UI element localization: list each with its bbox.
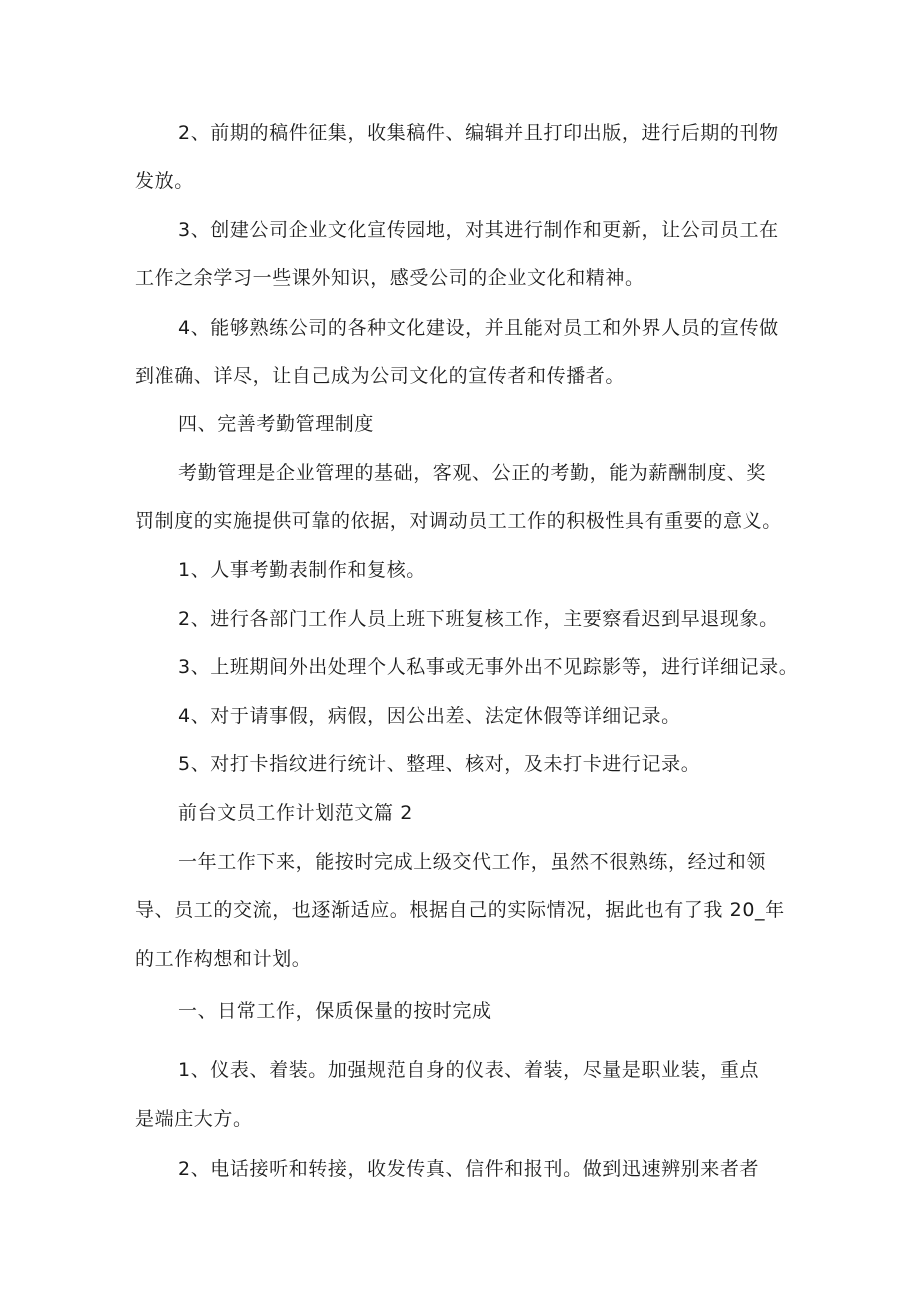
section-heading: 一、日常工作，保质保量的按时完成 — [178, 1000, 492, 1022]
paragraph-line: 1、人事考勤表制作和复核。 — [178, 559, 426, 581]
paragraph-line: 一年工作下来，能按时完成上级交代工作，虽然不很熟练，经过和领 — [178, 851, 767, 873]
paragraph-line: 4、能够熟练公司的各种文化建设，并且能对员工和外界人员的宣传做 — [178, 317, 779, 339]
paragraph-line: 的工作构想和计划。 — [135, 948, 312, 970]
article-title: 前台文员工作计划范文篇 2 — [178, 802, 413, 824]
paragraph-line: 罚制度的实施提供可靠的依据，对调动员工工作的积极性具有重要的意义。 — [135, 510, 782, 532]
paragraph-line: 2、前期的稿件征集，收集稿件、编辑并且打印出版，进行后期的刊物 — [178, 122, 779, 144]
paragraph-line: 1、仪表、着装。加强规范自身的仪表、着装，尽量是职业装，重点 — [178, 1059, 760, 1081]
paragraph-line: 5、对打卡指纹进行统计、整理、核对，及未打卡进行记录。 — [178, 753, 701, 775]
paragraph-line: 4、对于请事假，病假，因公出差、法定休假等详细记录。 — [178, 705, 681, 727]
paragraph-line: 2、电话接听和转接，收发传真、信件和报刊。做到迅速辨别来者者 — [178, 1158, 760, 1180]
paragraph-line: 工作之余学习一些课外知识，感受公司的企业文化和精神。 — [135, 267, 645, 289]
paragraph-line: 是端庄大方。 — [135, 1108, 253, 1130]
paragraph-line: 到准确、详尽，让自己成为公司文化的宣传者和传播者。 — [135, 365, 626, 387]
paragraph-line: 3、创建公司企业文化宣传园地，对其进行制作和更新，让公司员工在 — [178, 219, 779, 241]
paragraph-line: 考勤管理是企业管理的基础，客观、公正的考勤，能为薪酬制度、奖 — [178, 462, 767, 484]
paragraph-line: 2、进行各部门工作人员上班下班复核工作，主要察看迟到早退现象。 — [178, 608, 779, 630]
section-heading: 四、完善考勤管理制度 — [178, 413, 375, 435]
paragraph-line: 3、上班期间外出处理个人私事或无事外出不见踪影等，进行详细记录。 — [178, 656, 799, 678]
paragraph-line: 导、员工的交流，也逐渐适应。根据自己的实际情况，据此也有了我 20_年 — [135, 899, 785, 921]
paragraph-line: 发放。 — [135, 170, 194, 192]
